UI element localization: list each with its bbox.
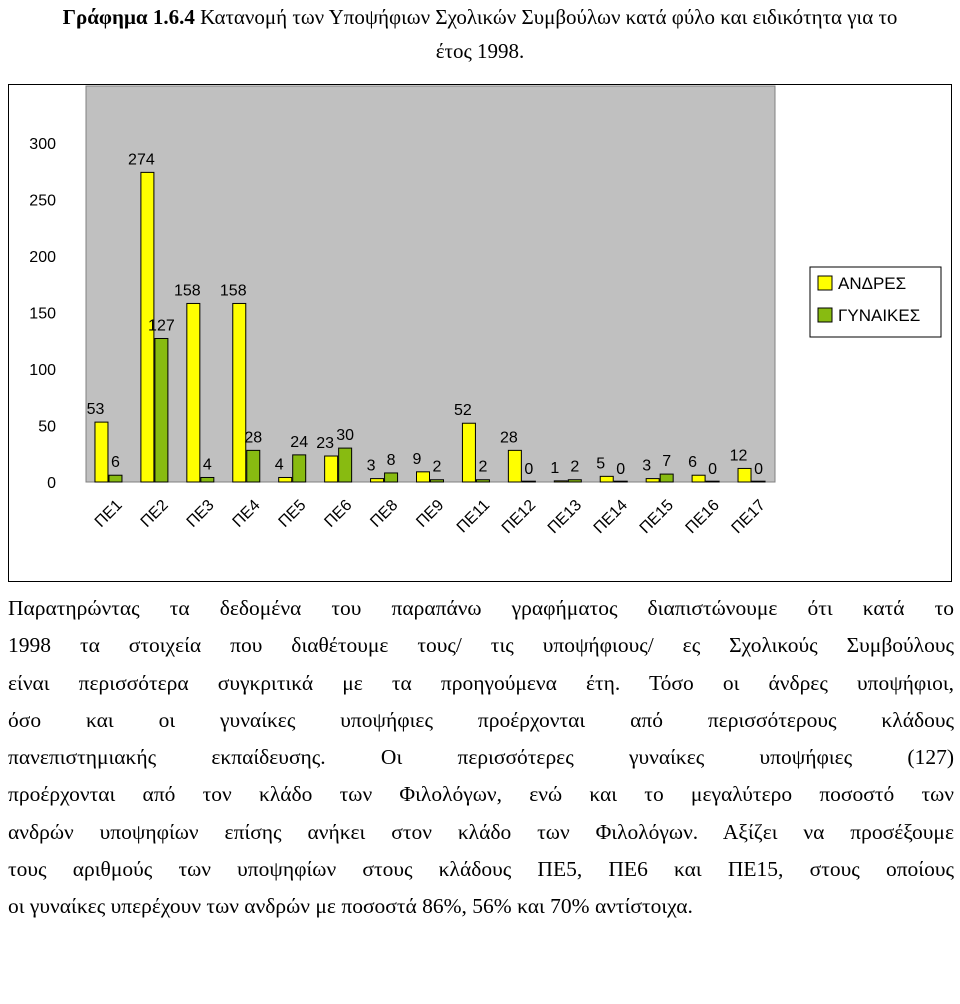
data-label: 1: [550, 459, 560, 477]
caption-text: Κατανομή των Υποψήφιων Σχολικών Συμβούλων κατά φύλο και ειδικότητα για το: [194, 5, 898, 29]
x-tick-label: ΠΕ12: [498, 496, 540, 538]
data-label: 0: [616, 461, 626, 478]
x-tick-label: ΠΕ16: [682, 496, 723, 538]
paragraph-line: οι γυναίκες υπερέχουν των ανδρών με ποσοστά 86%, 56% και 70% αντίστοιχα.: [8, 894, 693, 919]
bar-women: [752, 481, 765, 482]
legend-swatch: [818, 276, 832, 290]
x-axis: [92, 497, 769, 537]
y-tick-label: 100: [29, 362, 56, 379]
y-tick-label: 300: [29, 136, 56, 153]
x-tick-label: ΠΕ3: [183, 496, 218, 531]
y-tick-label: 0: [47, 475, 56, 492]
bar-women: [247, 450, 260, 482]
x-tick-label: ΠΕ9: [413, 496, 448, 531]
bar-men: [508, 450, 521, 482]
data-label: 2: [432, 458, 442, 476]
bar-women: [431, 480, 444, 482]
bar-women: [155, 338, 168, 482]
bar-women: [660, 474, 673, 482]
paragraph-line: 1998 τα στοιχεία που διαθέτουμε τους/ τις υποψήφιους/ ες Σχολικούς Συμβούλους: [8, 633, 954, 658]
x-tick-label: ΠΕ2: [137, 496, 172, 531]
bar-women: [476, 480, 489, 482]
bar-men: [738, 468, 751, 482]
bar-women: [568, 480, 581, 482]
paragraph-line: Παρατηρώντας τα δεδομένα του παραπάνω γραφήματος διαπιστώνουμε ότι κατά το: [8, 596, 954, 620]
bar-women: [339, 448, 352, 482]
bar-women: [109, 475, 122, 482]
paragraph-line: είναι περισσότερα συγκριτικά με τα προηγούμενα έτη. Τόσο οι άνδρες υποψήφιοι,: [8, 670, 954, 695]
data-label: 274: [128, 151, 155, 169]
bar-women: [614, 481, 627, 482]
bar-women: [293, 455, 306, 482]
data-label: 8: [386, 451, 396, 469]
bar-men: [646, 479, 659, 482]
x-tick-label: ΠΕ8: [367, 496, 402, 531]
data-label: 3: [642, 457, 652, 475]
bar-men: [325, 456, 338, 482]
paragraph-line: ανδρών υποψηφίων επίσης ανήκει στον κλάδο των Φιλολόγων. Αξίζει να προσέξουμε: [8, 819, 954, 844]
data-label: 52: [454, 402, 472, 420]
body-paragraph: [8, 590, 954, 926]
data-label: 30: [336, 427, 355, 445]
data-label: 0: [708, 461, 718, 478]
x-tick-label: ΠΕ4: [229, 496, 264, 531]
bar-men: [600, 476, 613, 482]
x-tick-label: ΠΕ6: [321, 496, 356, 531]
bar-men: [279, 477, 292, 482]
data-label: 0: [754, 461, 763, 478]
bar-women: [522, 481, 535, 482]
x-tick-label: ΠΕ1: [91, 496, 126, 531]
data-label: 2: [570, 458, 580, 476]
data-label: 2: [478, 458, 488, 476]
bar-men: [371, 479, 384, 482]
legend: [810, 267, 941, 337]
data-label: 7: [662, 453, 672, 471]
x-tick-label: ΠΕ17: [728, 496, 769, 538]
data-label: 6: [688, 454, 698, 472]
y-tick-label: 150: [29, 305, 56, 323]
bar-men: [417, 472, 430, 482]
x-tick-label: ΠΕ15: [636, 496, 677, 538]
x-tick-label: ΠΕ14: [590, 496, 632, 538]
data-label: 158: [173, 282, 201, 300]
data-label: 12: [729, 447, 748, 465]
paragraph-line: όσο και οι γυναίκες υποψήφιες προέρχονται από περισσότερους κλάδους: [8, 707, 954, 732]
data-label: 53: [86, 401, 105, 419]
data-label: 0: [524, 461, 534, 478]
y-tick-label: 250: [29, 192, 56, 210]
data-label: 28: [499, 429, 518, 447]
bar-women: [385, 473, 398, 482]
y-tick-label: 50: [38, 418, 56, 436]
x-tick-label: ΠΕ5: [275, 496, 310, 531]
data-label: 6: [111, 454, 120, 472]
legend-label: ΑΝΔΡΕΣ: [838, 274, 907, 293]
data-label: 4: [274, 456, 284, 474]
data-label: 127: [148, 317, 175, 335]
bar-women: [706, 481, 719, 482]
data-label: 24: [290, 433, 309, 451]
caption-line2: έτος 1998.: [435, 39, 525, 63]
bar-men: [462, 423, 475, 482]
x-tick-label: ΠΕ11: [453, 496, 494, 537]
paragraph-line: προέρχονται από τον κλάδο των Φιλολόγων, ενώ και το μεγαλύτερο ποσοστό των: [8, 782, 954, 807]
caption-number: Γράφημα 1.6.4: [62, 5, 195, 29]
bar-men: [554, 481, 567, 482]
bar-men: [187, 303, 200, 482]
y-tick-label: 200: [29, 249, 56, 266]
data-label: 4: [202, 456, 212, 474]
bar-men: [95, 422, 108, 482]
data-label: 28: [244, 429, 263, 447]
data-label: 5: [596, 455, 606, 473]
y-axis: [29, 136, 56, 492]
legend-swatch: [818, 308, 832, 322]
bar-women: [201, 477, 214, 482]
data-label: 3: [366, 457, 376, 475]
bar-men: [692, 475, 705, 482]
bar-men: [233, 303, 246, 482]
paragraph-line: τους αριθμούς των υποψηφίων στους κλάδους ΠΕ5, ΠΕ6 και ΠΕ15, στους οποίους: [8, 857, 954, 882]
data-label: 9: [412, 450, 422, 468]
x-tick-label: ΠΕ13: [544, 496, 586, 538]
paragraph-line: πανεπιστημιακής εκπαίδευσης. Οι περισσότερες γυναίκες υποψήφιες (127): [8, 745, 954, 770]
data-label: 23: [316, 435, 335, 453]
data-label: 158: [219, 282, 247, 300]
legend-label: ΓΥΝΑΙΚΕΣ: [838, 306, 921, 325]
